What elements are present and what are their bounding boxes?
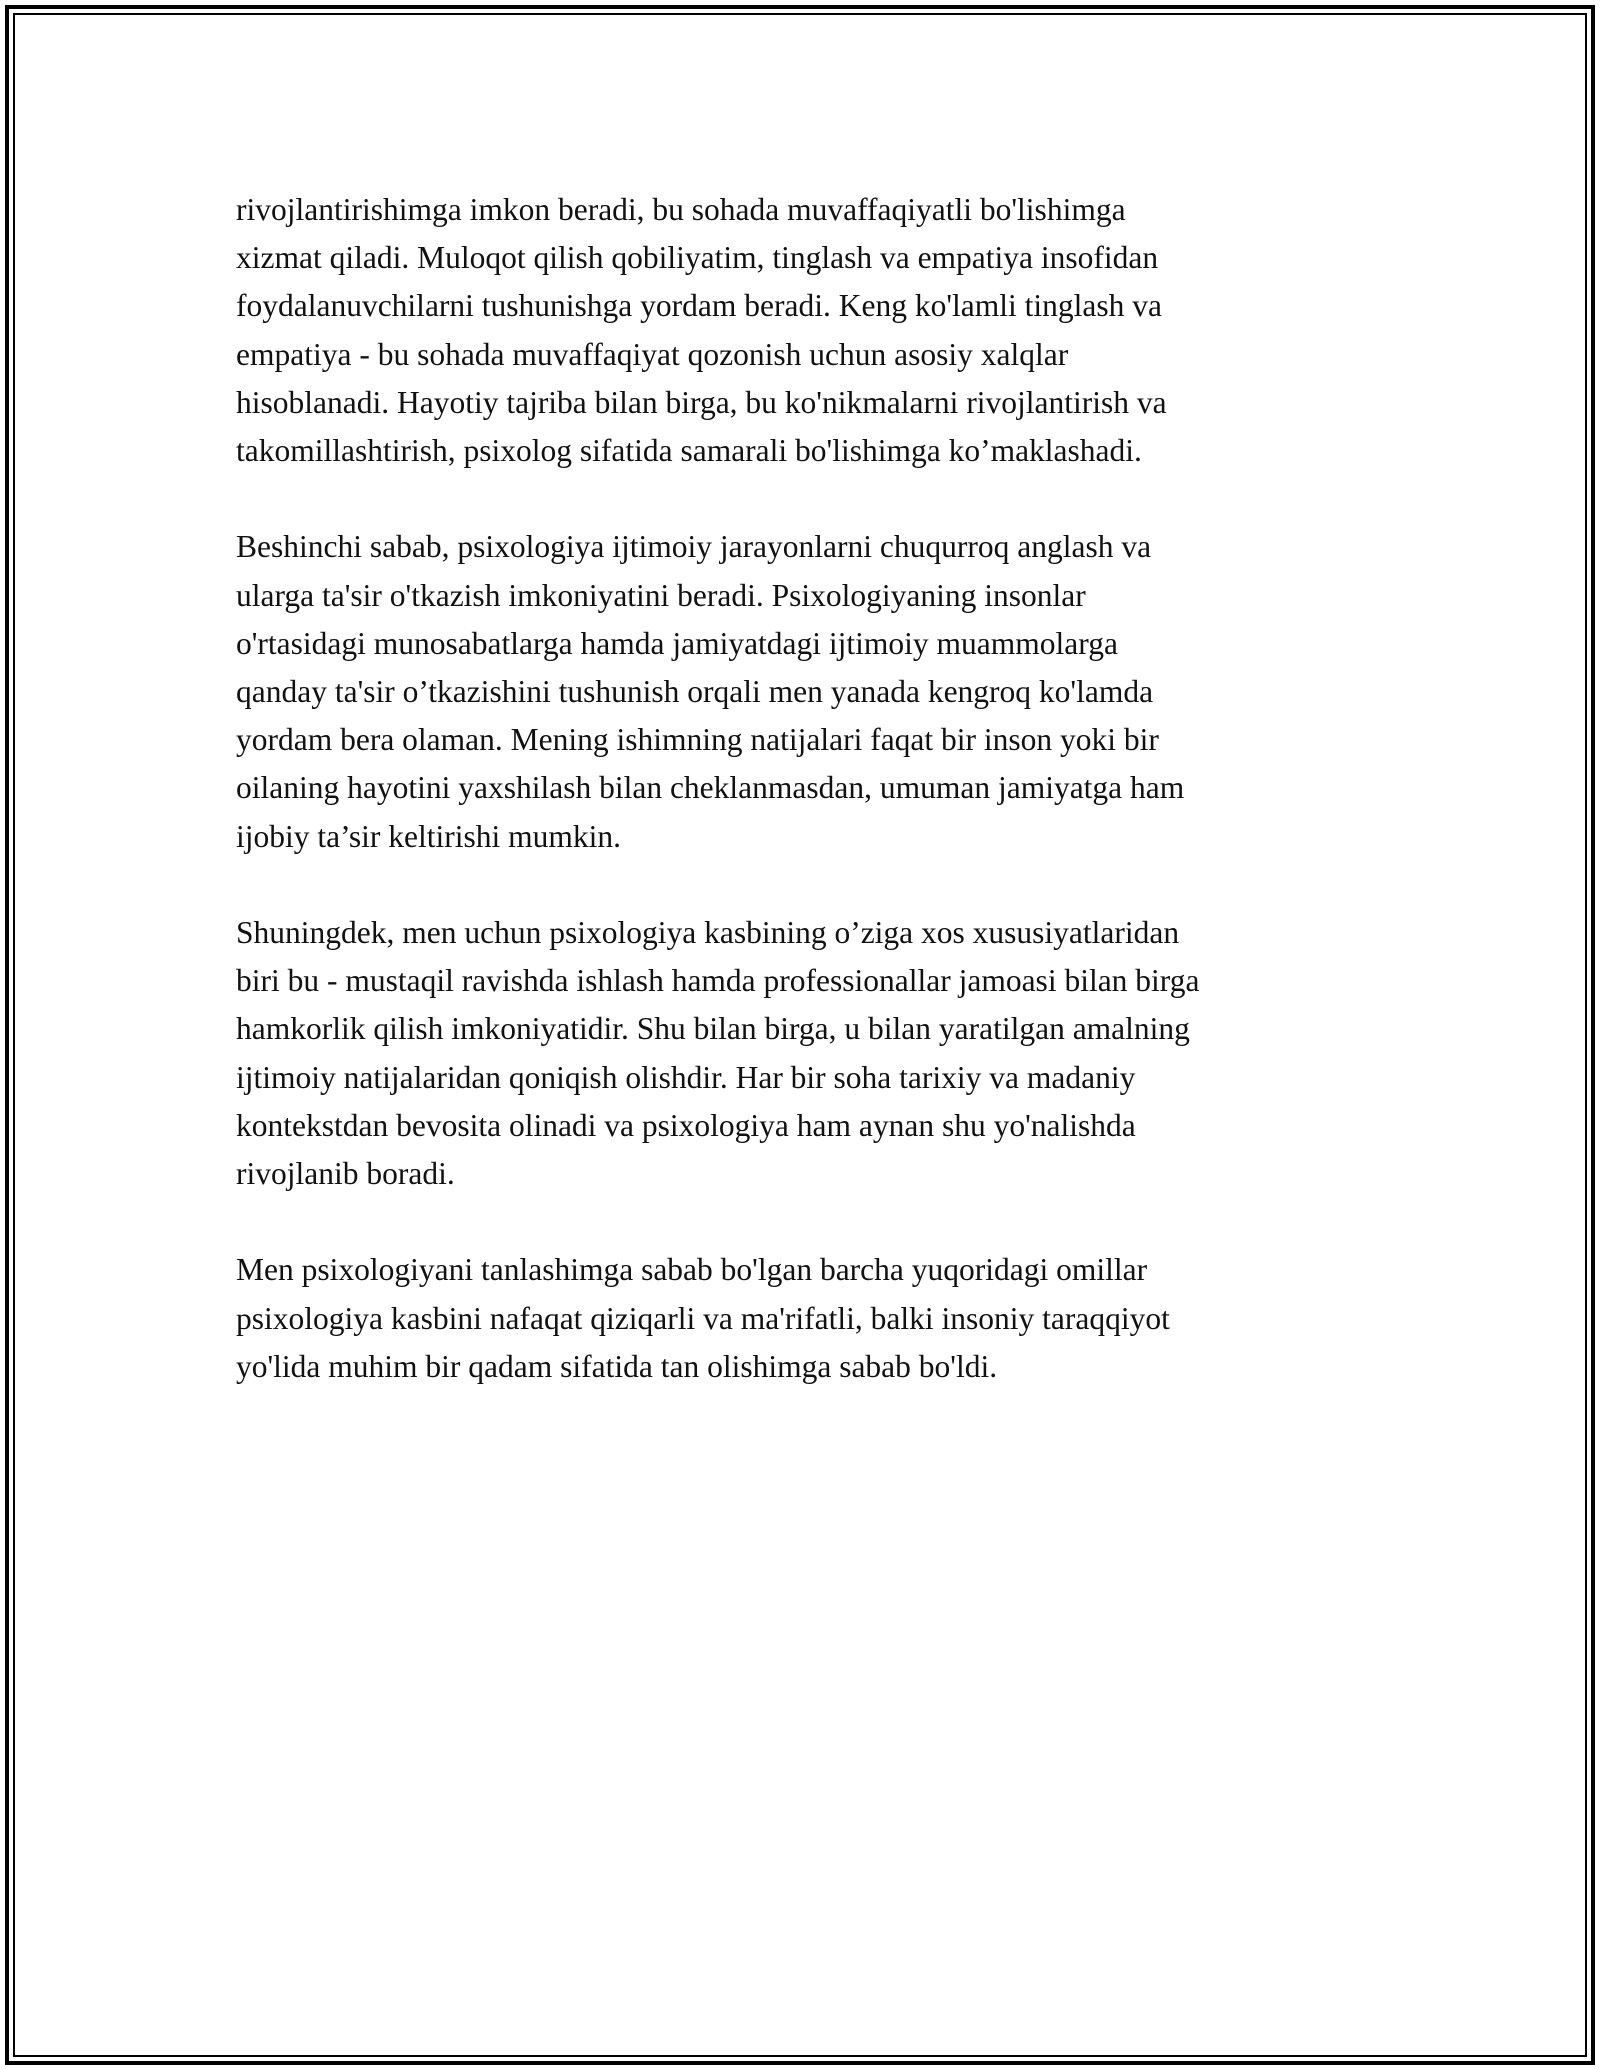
paragraph-1: rivojlantirishimga imkon beradi, bu sohada muvaffaqiyatli bo'lishimga xizmat qiladi. Muloqot qilish qobiliyatim, tinglash va empatiya insofidan foydalanuvchilarni tushunishga yordam beradi. Keng ko'lamli tinglash va empatiya - bu sohada muvaffaqiyat qozonish uchun asosiy xalqlar hisoblanadi. Hayotiy tajriba bilan birga, bu ko'nikmalarni rivojlantirish va takomillashtirish, psixolog sifatida samarali bo'lishimga ko’maklashadi. — [236, 192, 1167, 469]
paragraph-3: Shuningdek, men uchun psixologiya kasbining o’ziga xos xususiyatlaridan biri bu - mustaqil ravishda ishlash hamda professionallar jamoasi bilan birga hamkorlik qilish imkoniyatidir. Shu bilan birga, u bilan yaratilgan amalning ijtimoiy natijalaridan qoniqish olishdir. Har bir soha tarixiy va madaniy kontekstdan bevosita olinadi va psixologiya ham aynan shu yo'nalishda rivojlanib boradi. — [236, 915, 1200, 1192]
paragraph-2: Beshinchi sabab, psixologiya ijtimoiy jarayonlarni chuqurroq anglash va ularga ta'sir o'tkazish imkoniyatini beradi. Psixologiyaning insonlar o'rtasidagi munosabatlarga hamda jamiyatdagi ijtimoiy muammolarga qanday ta'sir o’tkazishini tushunish orqali men yanada kengroq ko'lamda yordam bera olaman. Mening ishimning natijalari faqat bir inson yoki bir oilaning hayotini yaxshilash bilan cheklanmasdan, umuman jamiyatga ham ijobiy ta’sir keltirishi mumkin. — [236, 529, 1185, 854]
paragraph-4: Men psixologiyani tanlashimga sabab bo'lgan barcha yuqoridagi omillar psixologiya kasbini nafaqat qiziqarli va ma'rifatli, balki insoniy taraqqiyot yo'lida muhim bir qadam sifatida tan olishimga sabab bo'ldi. — [236, 1252, 1170, 1384]
document-body — [236, 186, 1386, 1439]
